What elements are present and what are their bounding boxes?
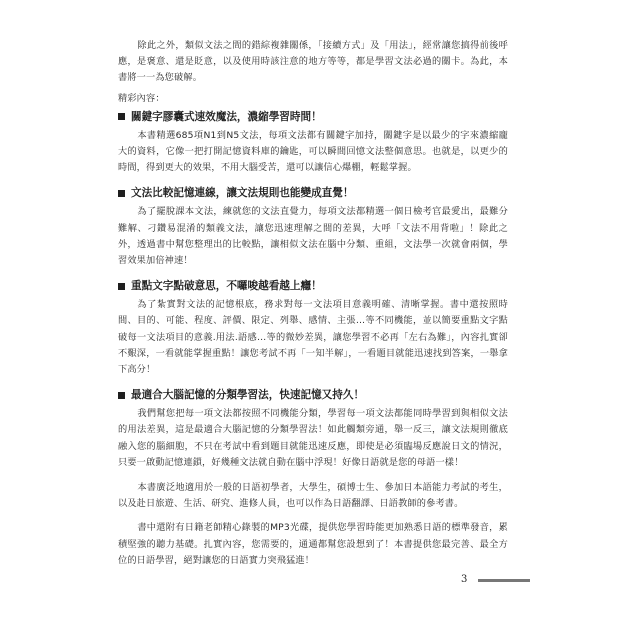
page-number: 3 bbox=[461, 574, 468, 585]
content-label: 精彩內容： bbox=[118, 92, 165, 104]
section-body: 為了紮實對文法的記憶根底，務求對每一文法項目意義明確、清晰掌握。書中還按照時間、目的、可能、程度、評價、限定、列舉、感情、主張…等不同機能，並以簡要重點文字點破每一文法項目的意義.用法.語感…等的微妙差異，讓您學習不必再「左右為難」，內容扎實卻不艱深，一看就能掌握重點！讓您考試不再「一知半解」，一看題目就能迅速找到答案，一舉拿下高分！ bbox=[118, 299, 508, 376]
section-heading-text: 重點文字點破意思，不囉唆越看越上癮！ bbox=[131, 280, 322, 293]
section-classification bbox=[118, 387, 508, 471]
square-bullet-icon bbox=[118, 392, 125, 399]
section-comparison bbox=[118, 185, 508, 269]
section-heading-text: 關鍵字膠囊式速效魔法，濃縮學習時間！ bbox=[131, 110, 322, 123]
section-heading bbox=[118, 387, 508, 403]
square-bullet-icon bbox=[118, 113, 125, 120]
section-heading bbox=[118, 109, 508, 125]
section-heading-text: 最適合大腦記憶的分類學習法，快速記憶又持久！ bbox=[131, 389, 365, 402]
section-keyword bbox=[118, 109, 508, 177]
closing-paragraph: 本書廣泛地適用於一般的日語初學者，大學生，碩博士生、參加日本語能力考試的考生，以及赴日旅遊、生活、研究、進修人員，也可以作為日語翻譯、日語教師的參考書。 bbox=[118, 482, 508, 510]
section-body: 我們幫您把每一項文法都按照不同機能分類，學習每一項文法都能同時學習到與相似文法的用法差異，這是最適合大腦記憶的分類學習法！如此觸類旁通，舉一反三，讓文法規則徹底融入您的腦細胞，不只在考試中看到題目就能迅速反應，即使是必須臨場反應說日文的情況，只要一啟動記憶連鎖，好幾種文法就自動在腦中浮現！好像日語就是您的母語一樣！ bbox=[118, 408, 508, 468]
closing-paragraph: 書中還附有日籍老師精心錄製的MP3光碟，提供您學習時能更加熟悉日語的標準發音，累積堅強的聽力基礎。扎實內容，您需要的，通通都幫您設想到了！本書提供您最完善、最全方位的日語學習，絕對讓您的日語實力突飛猛進！ bbox=[118, 522, 508, 566]
section-heading bbox=[118, 185, 508, 201]
section-body: 本書精選685項N1到N5文法，每項文法都有關鍵字加持，關鍵字是以最少的字來濃縮龐大的資料，它像一把打開記憶資料庫的鑰匙，可以瞬間回憶文法整個意思。也就是，以更少的時間，得到更大的效果，不用大腦受苦，還可以讓信心爆棚，輕鬆掌握。 bbox=[118, 129, 508, 174]
page-footer bbox=[0, 574, 620, 586]
intro-paragraph: 除此之外，類似文法之間的錯綜複雜關係，「接續方式」及「用法」，經常讓您搞得前後呼應，是褒意、還是貶意，以及使用時該注意的地方等等，都是學習文法必過的關卡。為此，本書將一一為您破解。 bbox=[118, 40, 508, 84]
square-bullet-icon bbox=[118, 283, 125, 290]
section-key-text bbox=[118, 278, 508, 378]
section-body: 為了擺脫課本文法，練就您的文法直覺力，每項文法都精選一個日檢考官最愛出，最難分難解、刁鑽易混淆的類義文法，讓您迅速理解之間的差異，大呼「文法不用背啦」！除此之外，透過書中幫您整理出的比較點，讓相似文法在腦中分類、重組，文法學一次就會兩個，學習效果加倍神速！ bbox=[118, 206, 508, 267]
square-bullet-icon bbox=[118, 190, 125, 197]
section-heading-text: 文法比較記憶連線，讓文法規則也能變成直覺！ bbox=[131, 187, 354, 200]
footer-rule bbox=[478, 579, 530, 582]
section-heading bbox=[118, 278, 508, 294]
